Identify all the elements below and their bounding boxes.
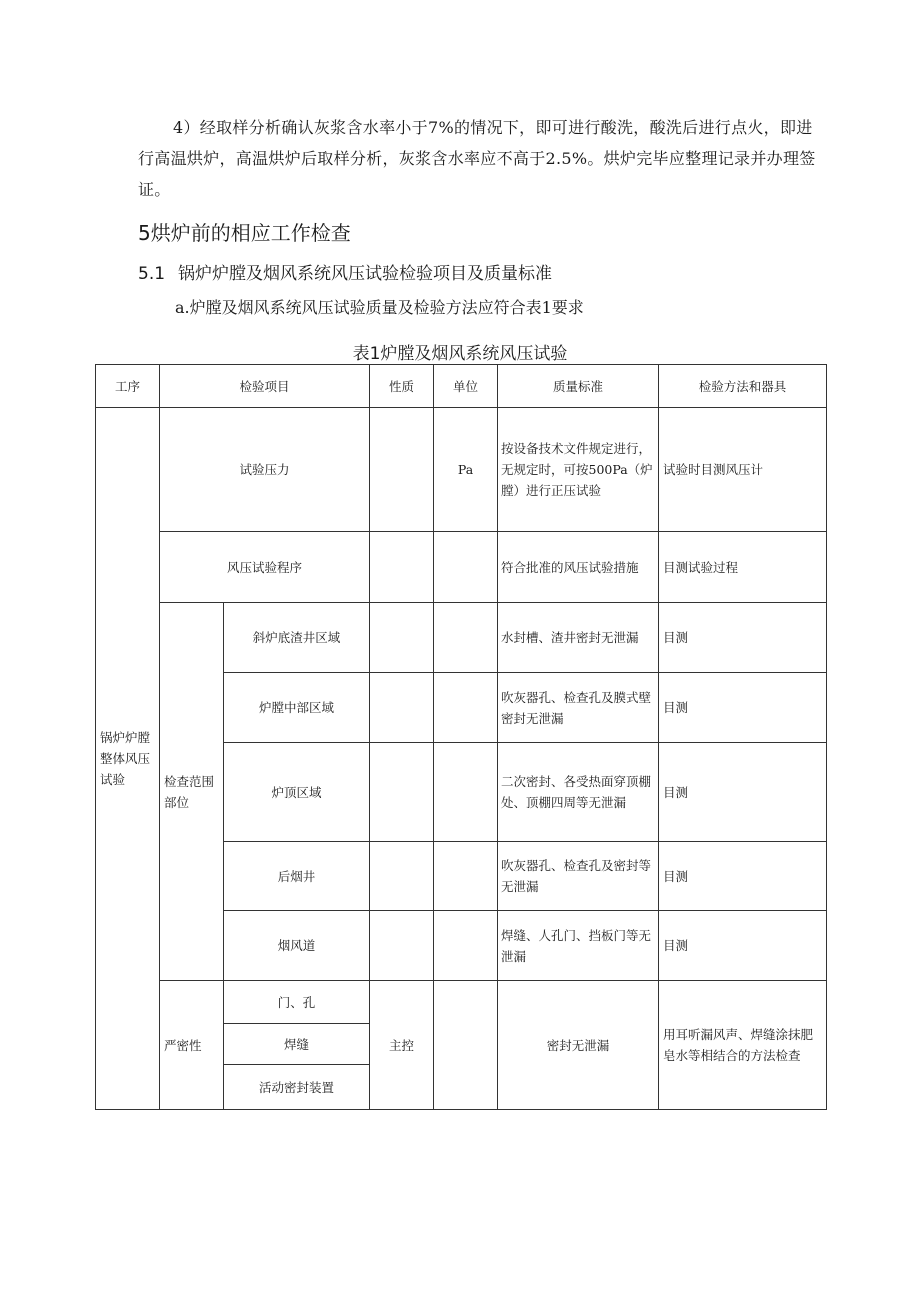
- header-unit: 单位: [434, 365, 498, 408]
- intro-paragraph: 4）经取样分析确认灰浆含水率小于7%的情况下，即可进行酸洗，酸洗后进行点火，即进行高温烘炉，高温烘炉后取样分析，灰浆含水率应不高于2.5%。烘炉完毕应整理记录并办理签证。: [138, 118, 816, 199]
- process-cell: 锅炉炉膛整体风压试验: [96, 408, 160, 1110]
- header-method: 检验方法和器具: [659, 365, 827, 408]
- header-standard: 质量标准: [498, 365, 659, 408]
- header-process: 工序: [96, 365, 160, 408]
- inspection-table: [95, 364, 827, 1110]
- table-header-row: [96, 365, 827, 408]
- standard-cell: 按设备技术文件规定进行，无规定时，可按500Pa（炉膛）进行正压试验: [498, 408, 659, 532]
- item-cell: 烟风道: [224, 911, 370, 981]
- nature-cell: [370, 532, 434, 603]
- standard-cell: 水封槽、渣井密封无泄漏: [498, 603, 659, 673]
- section-title: 5烘炉前的相应工作检查: [138, 221, 351, 245]
- unit-cell: [434, 842, 498, 911]
- method-cell: 目测: [659, 603, 827, 673]
- item-cell: 焊缝: [224, 1024, 370, 1065]
- nature-cell: [370, 743, 434, 842]
- nature-cell: [370, 603, 434, 673]
- item-cell: 活动密封装置: [224, 1065, 370, 1110]
- unit-cell: [434, 743, 498, 842]
- nature-cell: [370, 673, 434, 743]
- method-cell: 目测: [659, 842, 827, 911]
- nature-cell: [370, 408, 434, 532]
- table-caption: 表1炉膛及烟风系统风压试验: [352, 344, 568, 364]
- item-cell: 炉膛中部区域: [224, 673, 370, 743]
- method-cell: 目测: [659, 911, 827, 981]
- item-cell: 后烟井: [224, 842, 370, 911]
- item-cell: 试验压力: [160, 408, 370, 532]
- method-cell: 目测试验过程: [659, 532, 827, 603]
- header-item: 检验项目: [160, 365, 370, 408]
- method-cell: 试验时目测风压计: [659, 408, 827, 532]
- standard-cell: 吹灰器孔、检查孔及膜式壁密封无泄漏: [498, 673, 659, 743]
- table-note: a.炉膛及烟风系统风压试验质量及检验方法应符合表1要求: [175, 298, 584, 317]
- item-cell: 斜炉底渣井区域: [224, 603, 370, 673]
- method-cell: 目测: [659, 673, 827, 743]
- standard-cell: 符合批准的风压试验措施: [498, 532, 659, 603]
- unit-cell: [434, 911, 498, 981]
- subsection-number: 5.1: [138, 264, 166, 284]
- subsection-heading: [138, 259, 552, 284]
- header-nature: 性质: [370, 365, 434, 408]
- unit-cell: [434, 532, 498, 603]
- standard-cell: 焊缝、人孔门、挡板门等无泄漏: [498, 911, 659, 981]
- standard-cell: 二次密封、各受热面穿顶棚处、顶棚四周等无泄漏: [498, 743, 659, 842]
- standard-cell: 吹灰器孔、检查孔及密封等无泄漏: [498, 842, 659, 911]
- item-cell: 门、孔: [224, 981, 370, 1024]
- unit-cell: [434, 603, 498, 673]
- unit-cell: [434, 673, 498, 743]
- unit-cell: [434, 981, 498, 1110]
- unit-cell: Pa: [434, 408, 498, 532]
- method-cell: 用耳听漏风声、焊缝涂抹肥皂水等相结合的方法检查: [659, 981, 827, 1110]
- table-row: [96, 532, 827, 603]
- inspection-group-cell: 检查范围部位: [160, 603, 224, 981]
- method-cell: 目测: [659, 743, 827, 842]
- item-cell: 炉顶区域: [224, 743, 370, 842]
- item-cell: 风压试验程序: [160, 532, 370, 603]
- nature-cell: [370, 842, 434, 911]
- table-row: [96, 603, 827, 673]
- subsection-title: 锅炉炉膛及烟风系统风压试验检验项目及质量标准: [178, 264, 552, 284]
- nature-cell: 主控: [370, 981, 434, 1110]
- table-row: [96, 408, 827, 532]
- nature-cell: [370, 911, 434, 981]
- table-row: [96, 981, 827, 1024]
- tightness-group-cell: 严密性: [160, 981, 224, 1110]
- standard-cell: 密封无泄漏: [498, 981, 659, 1110]
